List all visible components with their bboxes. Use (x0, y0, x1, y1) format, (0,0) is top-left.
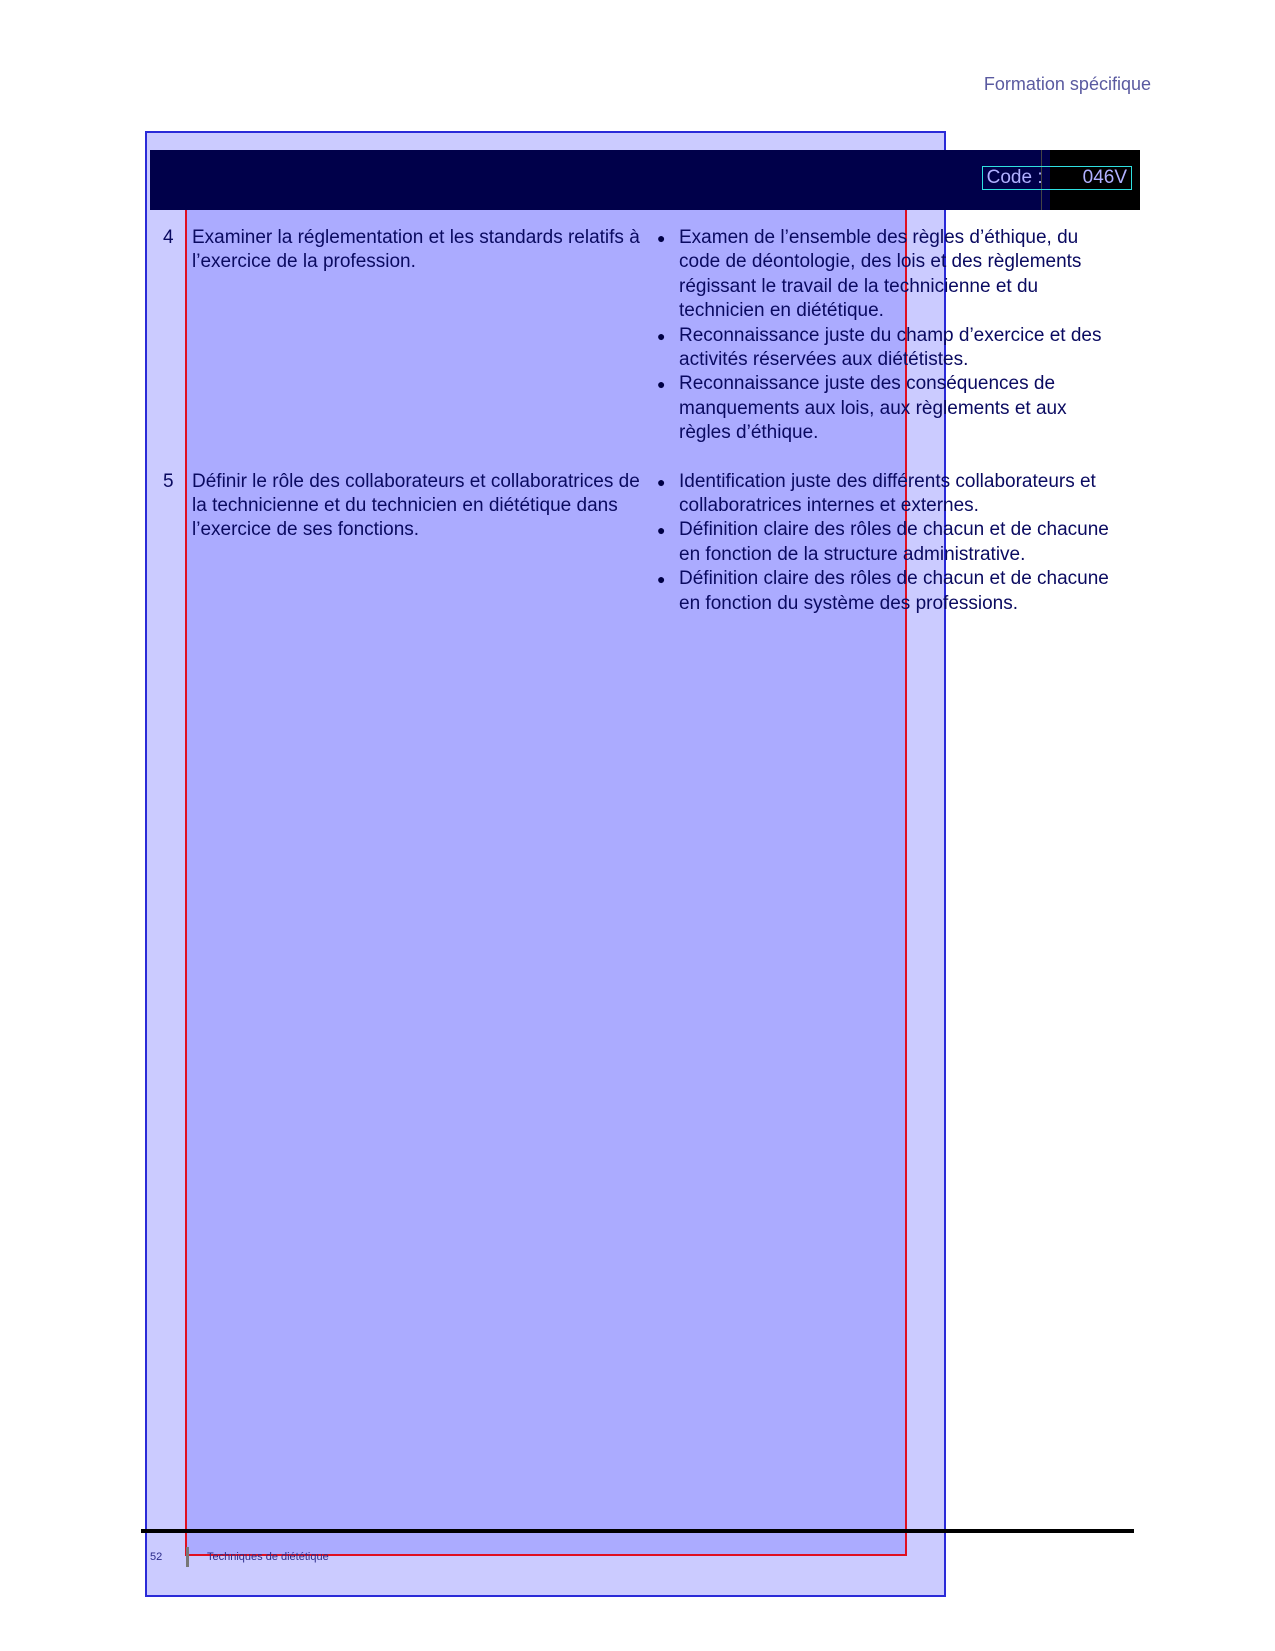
criteria-text: Examen de l’ensemble des règles d’éthique, du code de déontologie, des lois et des règlements régissant le travail de la technicienne et du technicien en diététique. (679, 227, 1082, 322)
objective-number: 4 (163, 227, 174, 248)
objective-row (163, 470, 1123, 616)
objective-title: Définir le rôle des collaborateurs et collaboratrices de la technicienne et du technicien en diététique dans l’exercice de ses fonctions. (192, 470, 640, 541)
bullet-icon: ● (657, 230, 666, 246)
footer-doc-title: Techniques de diététique (207, 1551, 329, 1563)
code-label: Code : (986, 167, 1043, 188)
bullet-icon: ● (657, 571, 666, 588)
bullet-icon: ● (657, 327, 666, 344)
criteria-item (657, 226, 1123, 324)
objective-number: 5 (163, 470, 174, 492)
criteria-text: Définition claire des rôles de chacun et de chacune en fonction de la structure administrative. (679, 519, 1109, 565)
page-number: 52 (150, 1551, 163, 1563)
criteria-text: Définition claire des rôles de chacun et de chacune en fonction du système des professions. (679, 568, 1109, 614)
bullet-icon: ● (657, 522, 666, 539)
title-band-fill (150, 150, 1050, 210)
criteria-item (657, 470, 1123, 519)
bullet-icon: ● (657, 376, 666, 393)
criteria-item (657, 567, 1123, 616)
criteria-item (657, 324, 1123, 373)
objective-row (163, 226, 1123, 446)
title-band (150, 150, 1140, 210)
criteria-text: Identification juste des différents collaborateurs et collaboratrices internes et externes. (679, 470, 1096, 517)
footer-separator (186, 1547, 189, 1567)
code-box (982, 166, 1132, 190)
criteria-list (657, 226, 1123, 446)
criteria-text: Reconnaissance juste du champ d’exercice et des activités réservées aux diététistes. (679, 324, 1102, 371)
running-header: Formation spécifique (983, 74, 1151, 94)
objective-title: Examiner la réglementation et les standards relatifs à l’exercice de la profession. (192, 227, 640, 273)
objectives-table (163, 226, 1123, 640)
criteria-item (657, 518, 1123, 567)
footer-rule (141, 1529, 1134, 1533)
criteria-text: Reconnaissance juste des conséquences de manquements aux lois, aux règlements et aux règles d’éthique. (679, 373, 1067, 444)
code-value: 046V (1082, 167, 1127, 188)
bullet-icon: ● (657, 473, 666, 490)
criteria-item (657, 372, 1123, 445)
page-footer (150, 1547, 329, 1567)
criteria-list (657, 470, 1123, 616)
